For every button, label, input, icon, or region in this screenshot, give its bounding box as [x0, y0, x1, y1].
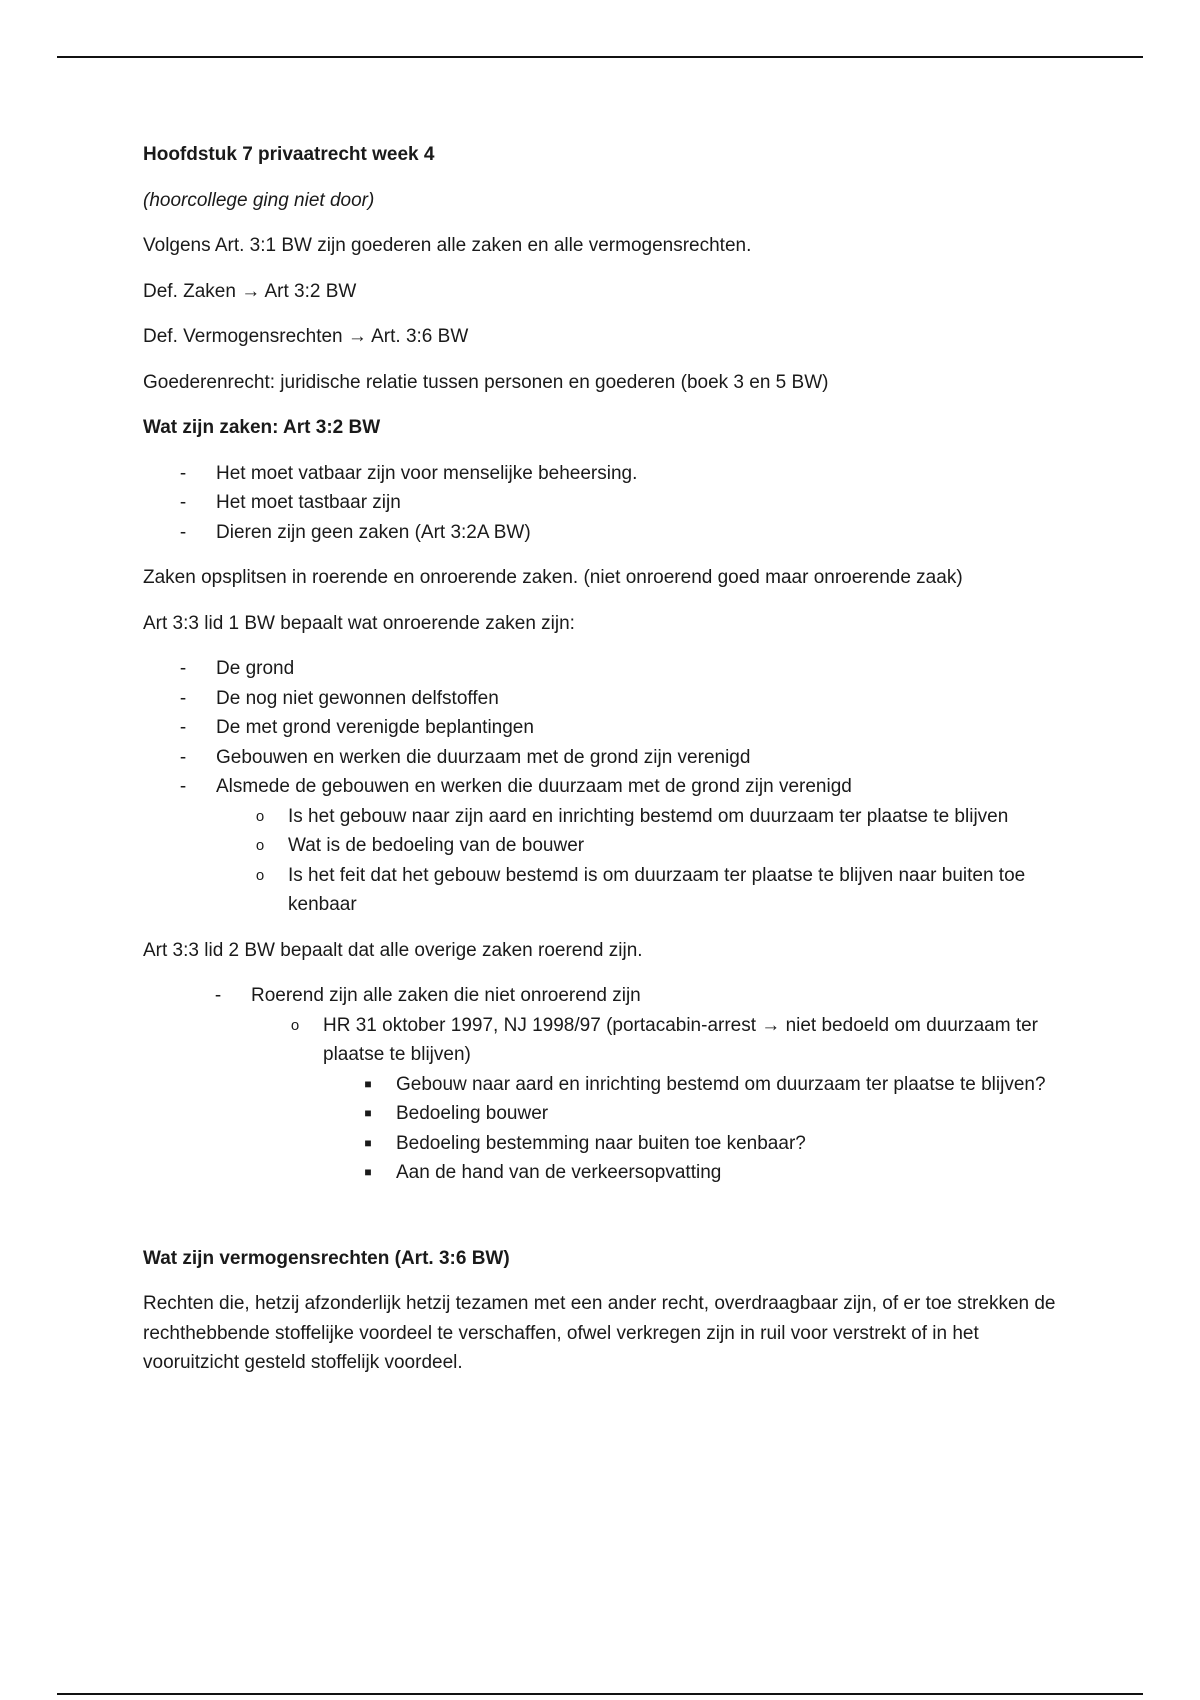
- list-item: ■ Aan de hand van de verkeersopvatting: [143, 1158, 1073, 1188]
- list-item: - Het moet tastbaar zijn: [143, 488, 1073, 518]
- note-text: (hoorcollege ging niet door): [143, 189, 375, 211]
- list-item: - Gebouwen en werken die duurzaam met de grond zijn verenigd: [143, 743, 1073, 773]
- zaken-list: [143, 459, 1073, 548]
- dash-marker: -: [179, 492, 187, 513]
- list-item: ■ Bedoeling bestemming naar buiten toe kenbaar?: [143, 1129, 1073, 1159]
- dash-marker: -: [179, 521, 187, 543]
- dash-marker: -: [179, 658, 187, 679]
- circle-marker: o: [255, 837, 265, 854]
- footer-rule: [57, 1693, 1143, 1695]
- circle-marker: o: [290, 1016, 300, 1034]
- square-marker: ■: [364, 1135, 372, 1150]
- square-marker: ■: [364, 1165, 372, 1179]
- dash-marker: -: [179, 462, 187, 484]
- paragraph-lid1: Art 3:3 lid 1 BW bepaalt wat onroerende zaken zijn:: [143, 612, 575, 634]
- paragraph-def-zaken: Def. Zaken → Art 3:2 BW: [143, 280, 357, 302]
- list-item: o HR 31 oktober 1997, NJ 1998/97 (portacabin-arrest → niet bedoeld om duurzaam ter plaatse te blijven): [143, 1011, 1073, 1070]
- list-item: - Alsmede de gebouwen en werken die duurzaam met de grond zijn verenigd: [143, 772, 1073, 802]
- dash-marker: -: [214, 985, 222, 1006]
- document-title: Hoofdstuk 7 privaatrecht week 4: [143, 144, 435, 165]
- list-item: - Roerend zijn alle zaken die niet onroerend zijn: [143, 981, 1073, 1011]
- list-item: - De grond: [143, 654, 1073, 684]
- dash-marker: -: [179, 746, 187, 768]
- roerend-list: [143, 981, 1073, 1188]
- paragraph-def-vermogensrechten: Def. Vermogensrechten → Art. 3:6 BW: [143, 326, 469, 347]
- square-marker: ■: [364, 1106, 372, 1120]
- paragraph-goederenrecht: Goederenrecht: juridische relatie tussen personen en goederen (boek 3 en 5 BW): [143, 371, 829, 393]
- dash-marker: -: [179, 717, 187, 738]
- list-item: ■ Bedoeling bouwer: [143, 1099, 1073, 1129]
- paragraph-opsplitsen: Zaken opsplitsen in roerende en onroerende zaken. (niet onroerend goed maar onroerende zaak): [143, 567, 963, 588]
- paragraph-goederen: Volgens Art. 3:1 BW zijn goederen alle zaken en alle vermogensrechten.: [143, 235, 752, 256]
- circle-marker: o: [255, 866, 265, 884]
- list-item: - De nog niet gewonnen delfstoffen: [143, 684, 1073, 714]
- square-marker: ■: [364, 1076, 372, 1091]
- heading-vermogensrechten: Wat zijn vermogensrechten (Art. 3:6 BW): [143, 1247, 510, 1269]
- document-body: [143, 140, 1073, 1394]
- paragraph-lid2: Art 3:3 lid 2 BW bepaalt dat alle overige zaken roerend zijn.: [143, 939, 643, 961]
- list-item: - Dieren zijn geen zaken (Art 3:2A BW): [143, 518, 1073, 548]
- list-item: - Het moet vatbaar zijn voor menselijke beheersing.: [143, 459, 1073, 489]
- list-item: o Is het feit dat het gebouw bestemd is om duurzaam ter plaatse te blijven naar buiten toe kenbaar: [143, 861, 1073, 920]
- dash-marker: -: [179, 687, 187, 709]
- dash-marker: -: [179, 776, 187, 797]
- onroerend-list: [143, 654, 1073, 920]
- heading-zaken: Wat zijn zaken: Art 3:2 BW: [143, 417, 381, 438]
- spacer: [143, 1204, 1073, 1244]
- circle-marker: o: [255, 807, 265, 825]
- list-item: - De met grond verenigde beplantingen: [143, 713, 1073, 743]
- header-rule: [57, 56, 1143, 58]
- list-item: o Is het gebouw naar zijn aard en inrichting bestemd om duurzaam ter plaatse te blijven: [143, 802, 1073, 832]
- list-item: o Wat is de bedoeling van de bouwer: [143, 831, 1073, 861]
- paragraph-vermogensrechten: Rechten die, hetzij afzonderlijk hetzij tezamen met een ander recht, overdraagbaar zijn, of er toe strekken de rechthebbende stoffelijke voordeel te verschaffen, ofwel verkregen zijn in ruil voor verstrekt of in het vooruitzicht gesteld stoffelijk voordeel.: [143, 1293, 1056, 1373]
- list-item: ■ Gebouw naar aard en inrichting bestemd om duurzaam ter plaatse te blijven?: [143, 1070, 1073, 1100]
